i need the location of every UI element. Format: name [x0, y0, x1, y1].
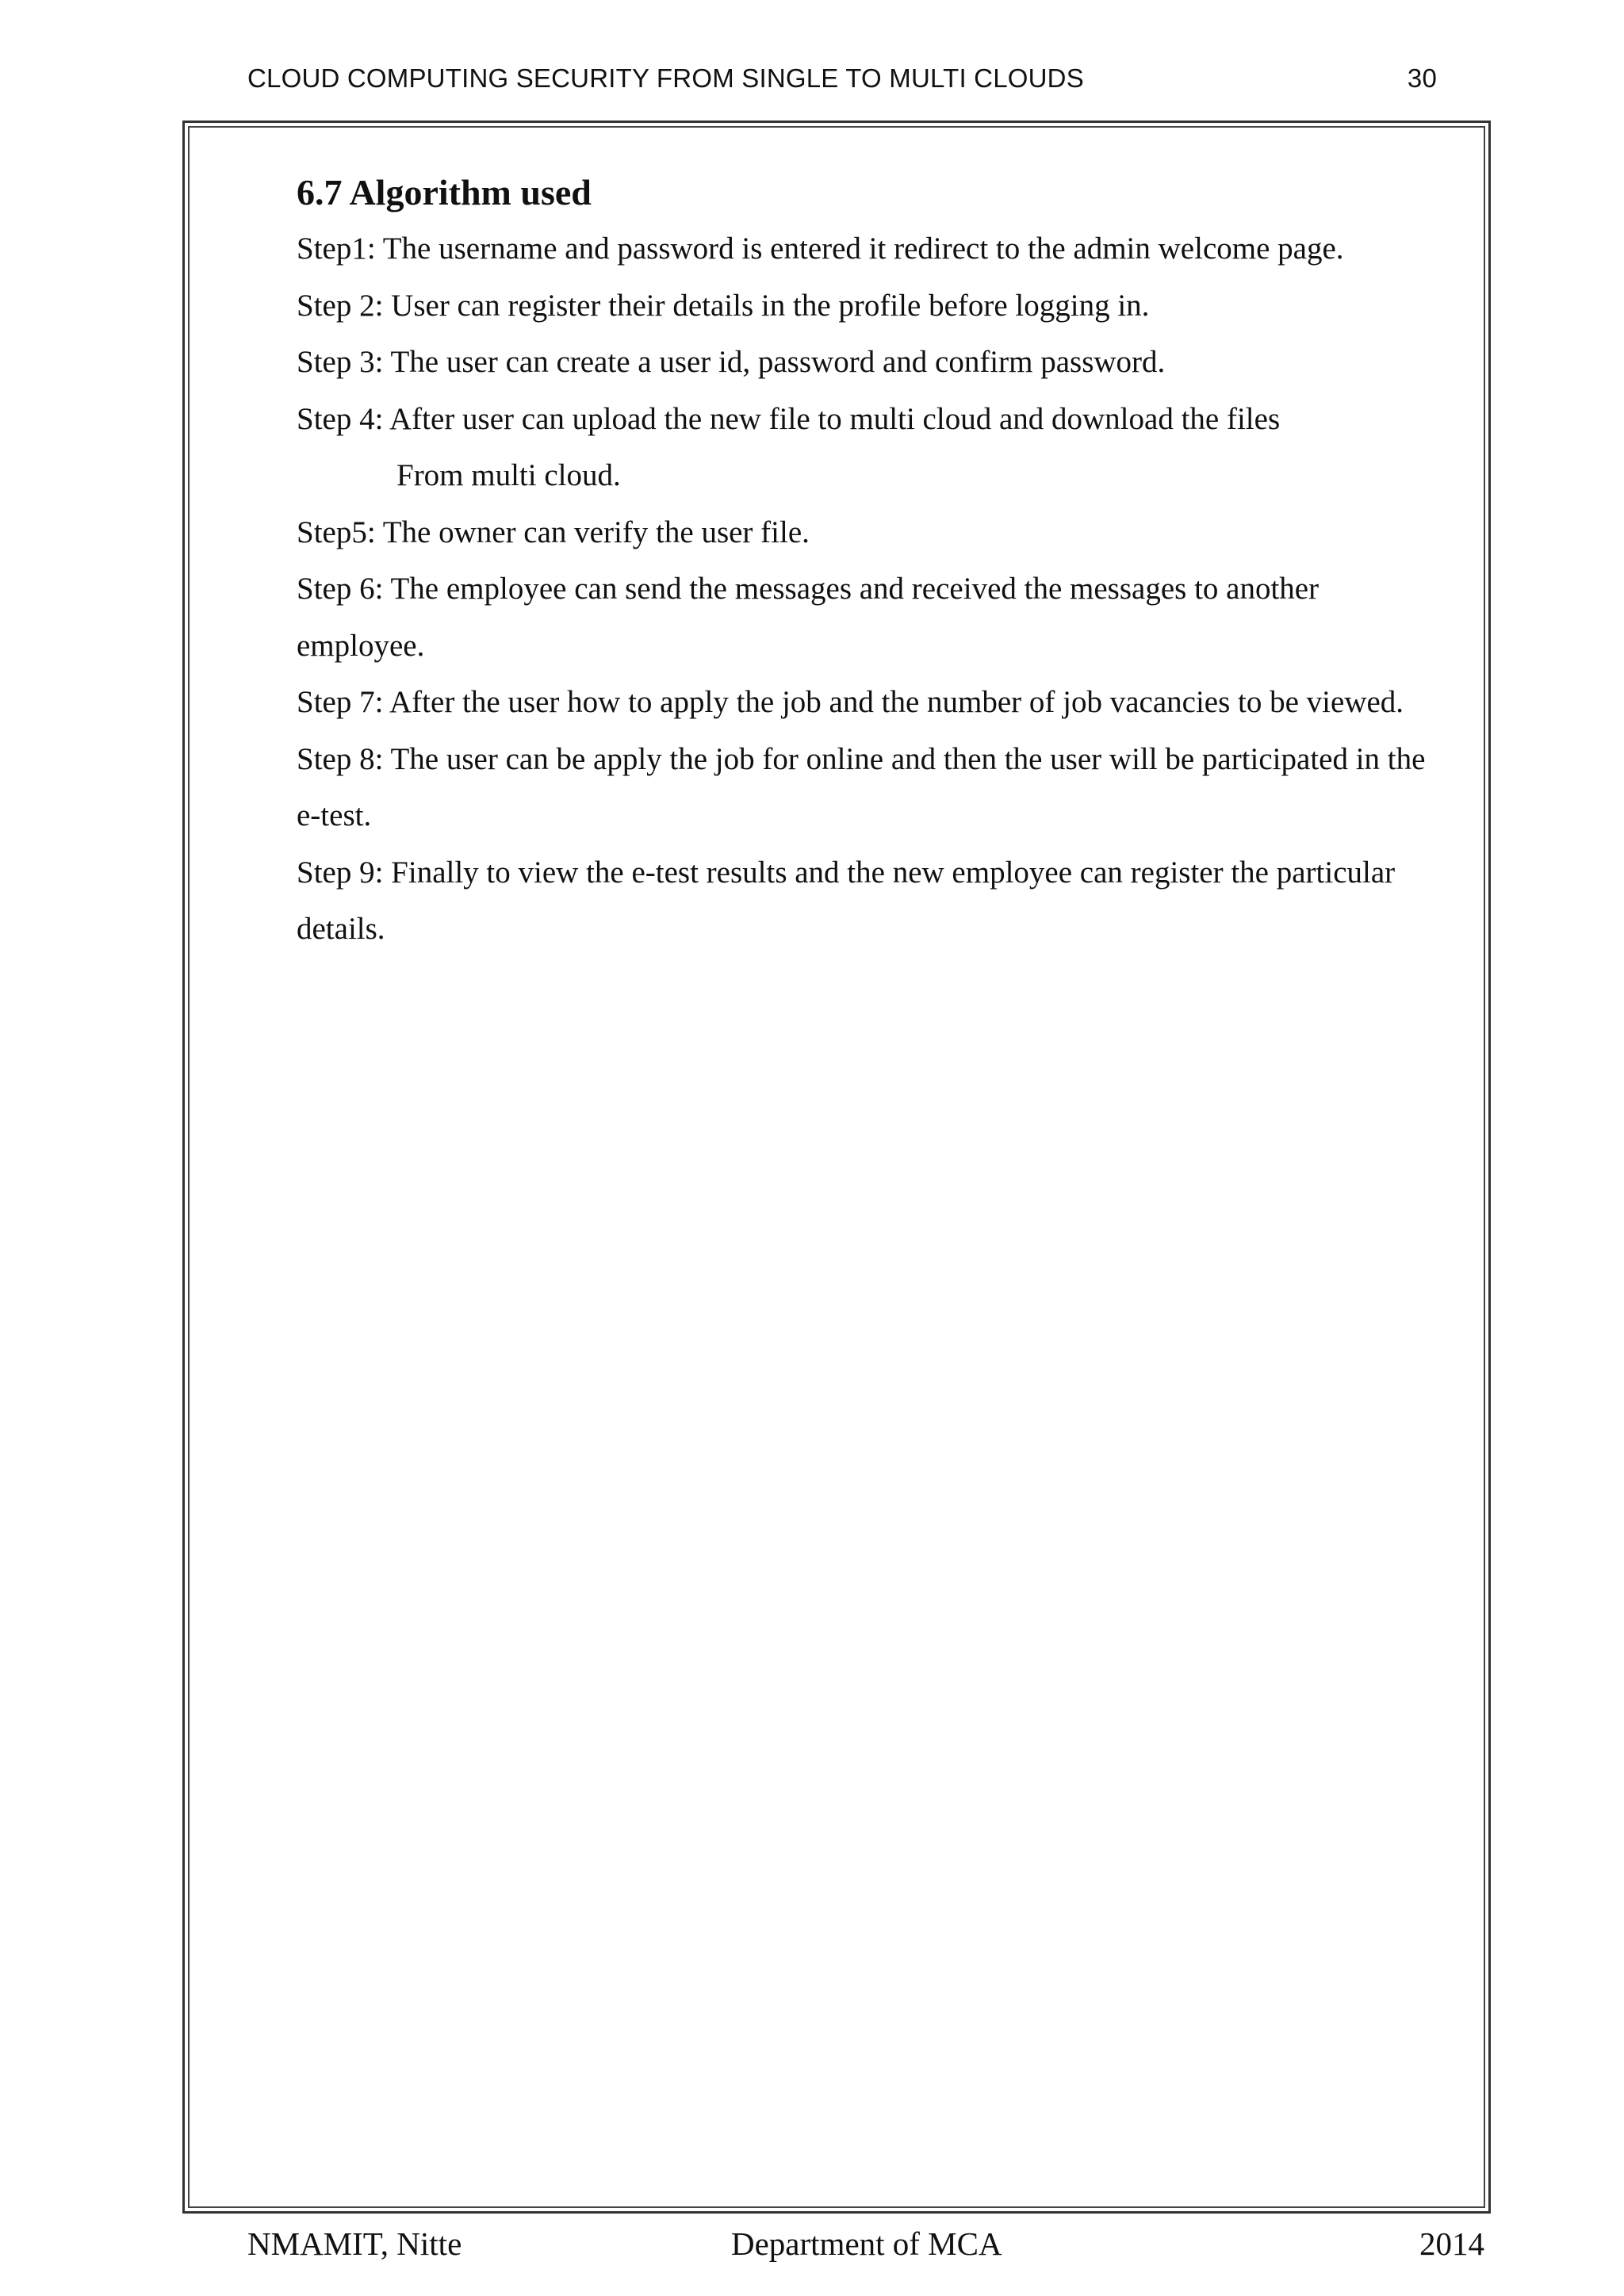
step-text: Step 6: The employee can send the messages and received the messages to another employee. — [297, 572, 1320, 663]
algorithm-step — [297, 674, 1454, 731]
page-content — [297, 165, 1454, 958]
header-title: CLOUD COMPUTING SECURITY FROM SINGLE TO MULTI CLOUDS — [247, 63, 1084, 93]
algorithm-step — [297, 561, 1454, 674]
algorithm-step — [297, 731, 1454, 844]
section-heading: 6.7 Algorithm used — [297, 172, 592, 212]
step-text: Step 9: Finally to view the e-test results and the new employee can register the particular details. — [297, 855, 1396, 946]
page-footer — [247, 2220, 1484, 2267]
footer-institution: NMAMIT, Nitte — [247, 2225, 462, 2262]
step-continuation: From multi cloud. — [396, 458, 621, 492]
step-text: Step 3: The user can create a user id, password and confirm password. — [297, 345, 1166, 379]
algorithm-step — [297, 391, 1454, 504]
footer-year: 2014 — [1419, 2225, 1484, 2262]
footer-department: Department of MCA — [731, 2225, 1002, 2262]
algorithm-step — [297, 504, 1454, 561]
algorithm-step — [297, 220, 1454, 277]
step-text: Step 4: After user can upload the new file to multi cloud and download the files — [297, 401, 1281, 436]
algorithm-step — [297, 334, 1454, 391]
page-number: 30 — [1407, 63, 1437, 93]
step-text: Step 7: After the user how to apply the job and the number of job vacancies to be viewed. — [297, 685, 1404, 719]
step-text: Step1: The username and password is entered it redirect to the admin welcome page. — [297, 232, 1344, 266]
step-text: Step 2: User can register their details in the profile before logging in. — [297, 288, 1150, 323]
algorithm-steps — [297, 220, 1454, 958]
algorithm-step — [297, 277, 1454, 335]
step-text: Step 8: The user can be apply the job for online and then the user will be participated in the e-test. — [297, 741, 1426, 832]
step-text: Step5: The owner can verify the user file. — [297, 515, 810, 549]
algorithm-step — [297, 844, 1454, 958]
running-header — [247, 59, 1437, 98]
